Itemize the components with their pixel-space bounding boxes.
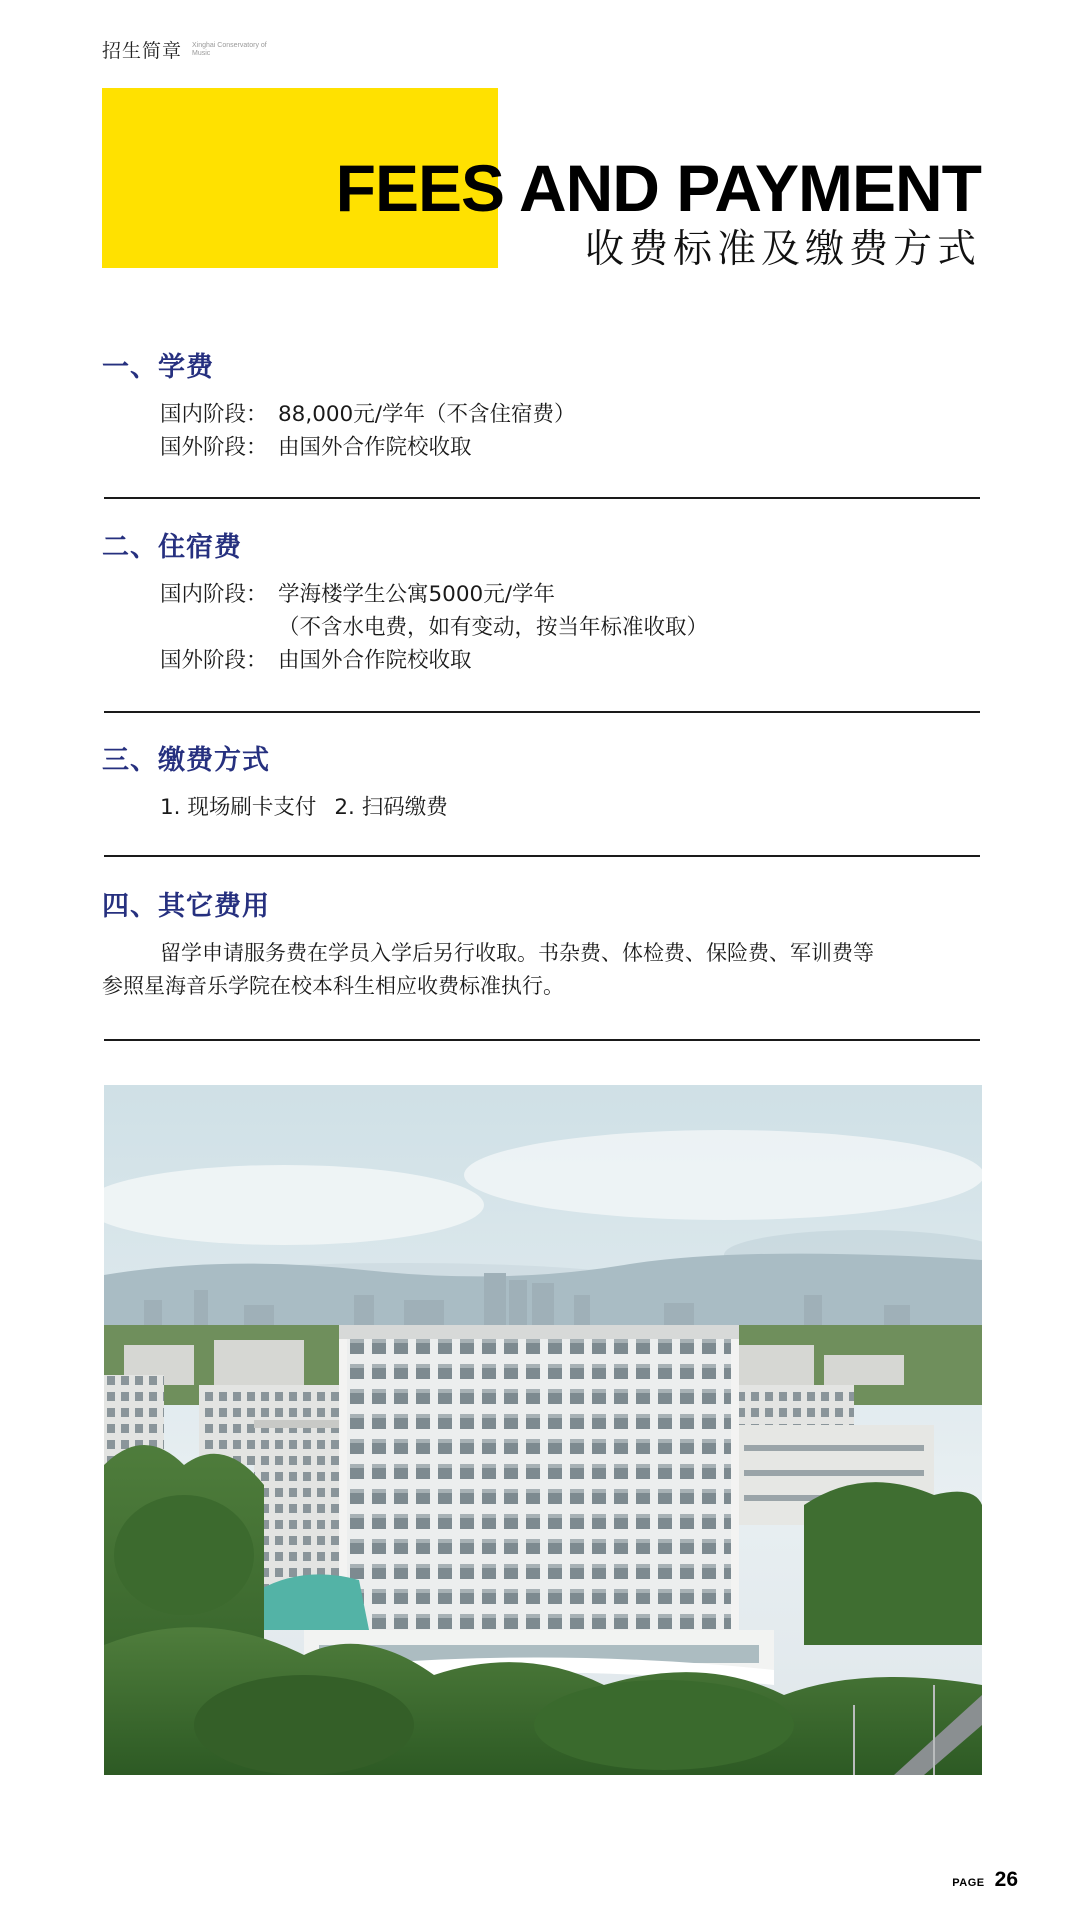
payment-methods-row xyxy=(160,791,980,824)
header-subtitle: Xinghai Conservatory of Music xyxy=(192,41,267,57)
other-fees-heading: 四、其它费用 xyxy=(102,891,270,922)
other-fees-section xyxy=(102,889,980,1003)
header-title: 招生简章 xyxy=(102,40,183,62)
accommodation-heading: 二、住宿费 xyxy=(102,532,242,563)
payment-section xyxy=(102,743,980,824)
tuition-domestic-value: 88,000元/学年（不含住宿费） xyxy=(278,402,576,427)
accommodation-domestic-value: 学海楼学生公寓5000元/学年 xyxy=(278,582,555,607)
payment-method-qr: 2. 扫码缴费 xyxy=(334,795,448,820)
accommodation-domestic-label: 国内阶段： xyxy=(160,582,268,607)
section-divider xyxy=(104,855,980,857)
page-title-cn: 收费标准及缴费方式 xyxy=(584,227,981,272)
page-label: PAGE xyxy=(952,1877,985,1889)
other-fees-line-1: 留学申请服务费在学员入学后另行收取。书杂费、体检费、保险费、军训费等 xyxy=(160,941,874,965)
accommodation-body xyxy=(102,578,980,677)
section-divider xyxy=(104,1039,980,1041)
accommodation-domestic-row xyxy=(160,578,980,611)
page-number: 26 xyxy=(994,1868,1018,1891)
section-divider xyxy=(104,497,980,499)
accommodation-overseas-row xyxy=(160,644,980,677)
page-footer xyxy=(952,1868,1018,1892)
other-fees-body xyxy=(102,937,980,1003)
accommodation-overseas-value: 由国外合作院校收取 xyxy=(278,648,472,673)
other-fees-line-2: 参照星海音乐学院在校本科生相应收费标准执行。 xyxy=(102,974,564,998)
accommodation-section xyxy=(102,530,980,677)
payment-body xyxy=(102,791,980,824)
tuition-overseas-row xyxy=(160,431,980,464)
page-title-en: FEES AND PAYMENT xyxy=(335,151,981,225)
tuition-heading: 一、学费 xyxy=(102,352,214,383)
accommodation-overseas-label: 国外阶段： xyxy=(160,648,268,673)
payment-heading: 三、缴费方式 xyxy=(102,745,270,776)
page-header xyxy=(102,36,282,63)
tuition-domestic-label: 国内阶段： xyxy=(160,402,268,427)
tuition-domestic-row xyxy=(160,398,980,431)
accommodation-domestic-note: （不含水电费，如有变动，按当年标准收取） xyxy=(278,615,709,640)
tuition-body xyxy=(102,398,980,464)
payment-method-card: 1. 现场刷卡支付 xyxy=(160,795,317,820)
tuition-overseas-value: 由国外合作院校收取 xyxy=(278,435,472,460)
tuition-overseas-label: 国外阶段： xyxy=(160,435,268,460)
campus-building-photo xyxy=(104,1085,982,1775)
tuition-section xyxy=(102,350,980,464)
section-divider xyxy=(104,711,980,713)
